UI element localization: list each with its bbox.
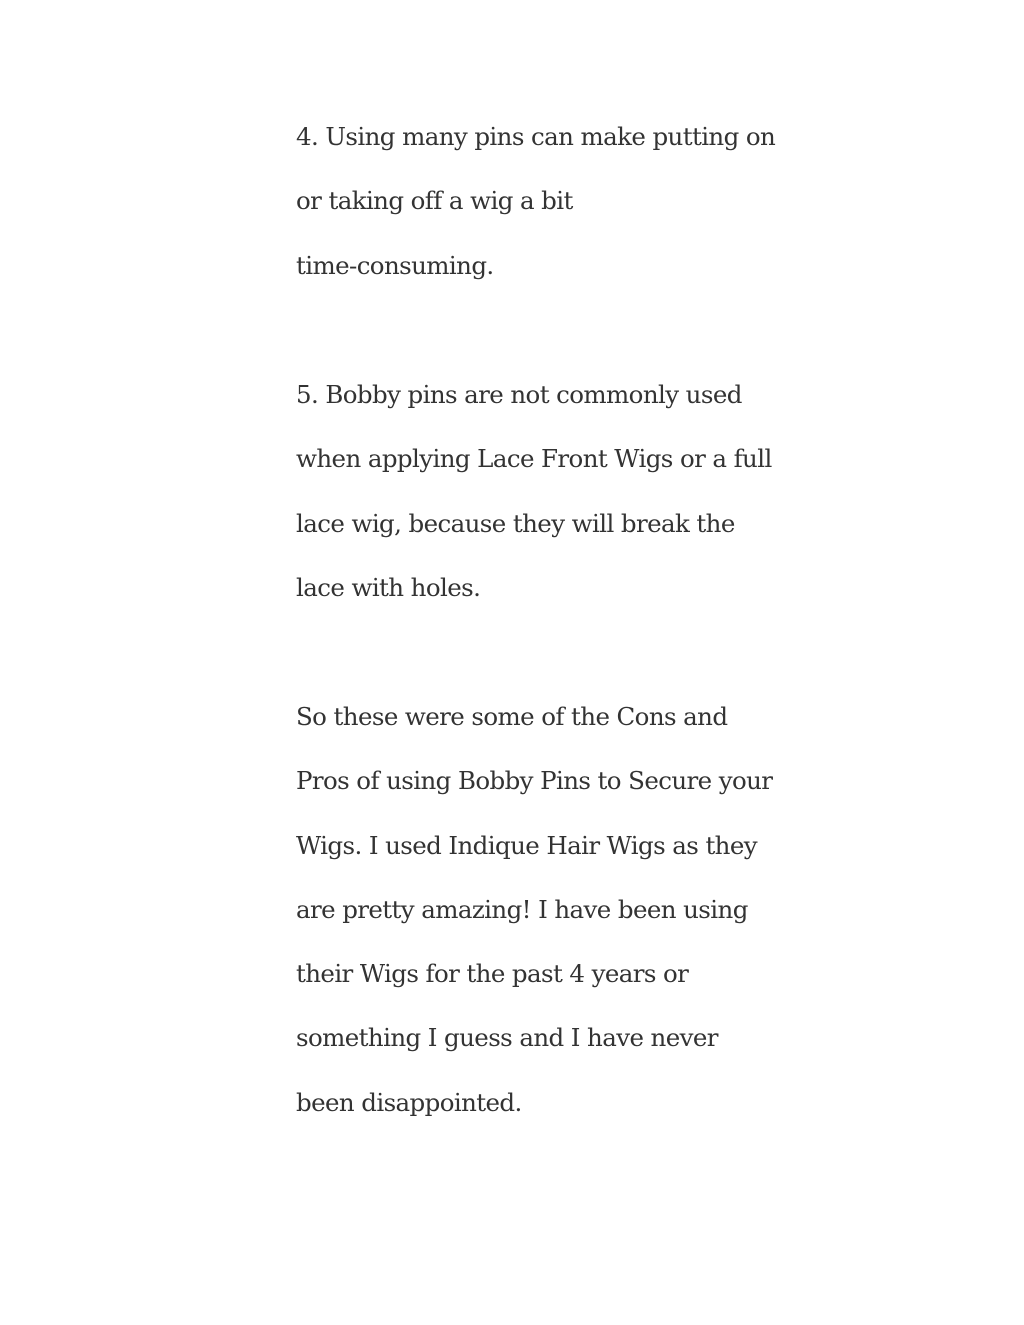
text-line: lace with holes. — [296, 572, 481, 602]
text-line: So these were some of the Cons and — [296, 702, 728, 731]
paragraph-conclusion — [296, 685, 786, 1135]
text-line: been disappointed. — [296, 1087, 522, 1117]
text-line: 4. Using many pins can make putting on — [296, 122, 776, 151]
text-line: are pretty amazing! I have been using — [296, 894, 748, 924]
text-line: lace wig, because they will break the — [296, 508, 735, 538]
text-line: or taking off a wig a bit — [296, 186, 573, 216]
paragraph-lace-wigs — [296, 363, 786, 620]
text-line: Pros of using Bobby Pins to Secure your — [296, 766, 773, 796]
text-line: time-consuming. — [296, 250, 494, 280]
paragraph-pins-time-consuming — [296, 105, 786, 298]
text-line: Wigs. I used Indique Hair Wigs as they — [296, 830, 758, 860]
text-line: their Wigs for the past 4 years or — [296, 959, 689, 989]
text-line: when applying Lace Front Wigs or a full — [296, 444, 772, 474]
text-line: something I guess and I have never — [296, 1023, 718, 1053]
text-line: 5. Bobby pins are not commonly used — [296, 380, 742, 409]
